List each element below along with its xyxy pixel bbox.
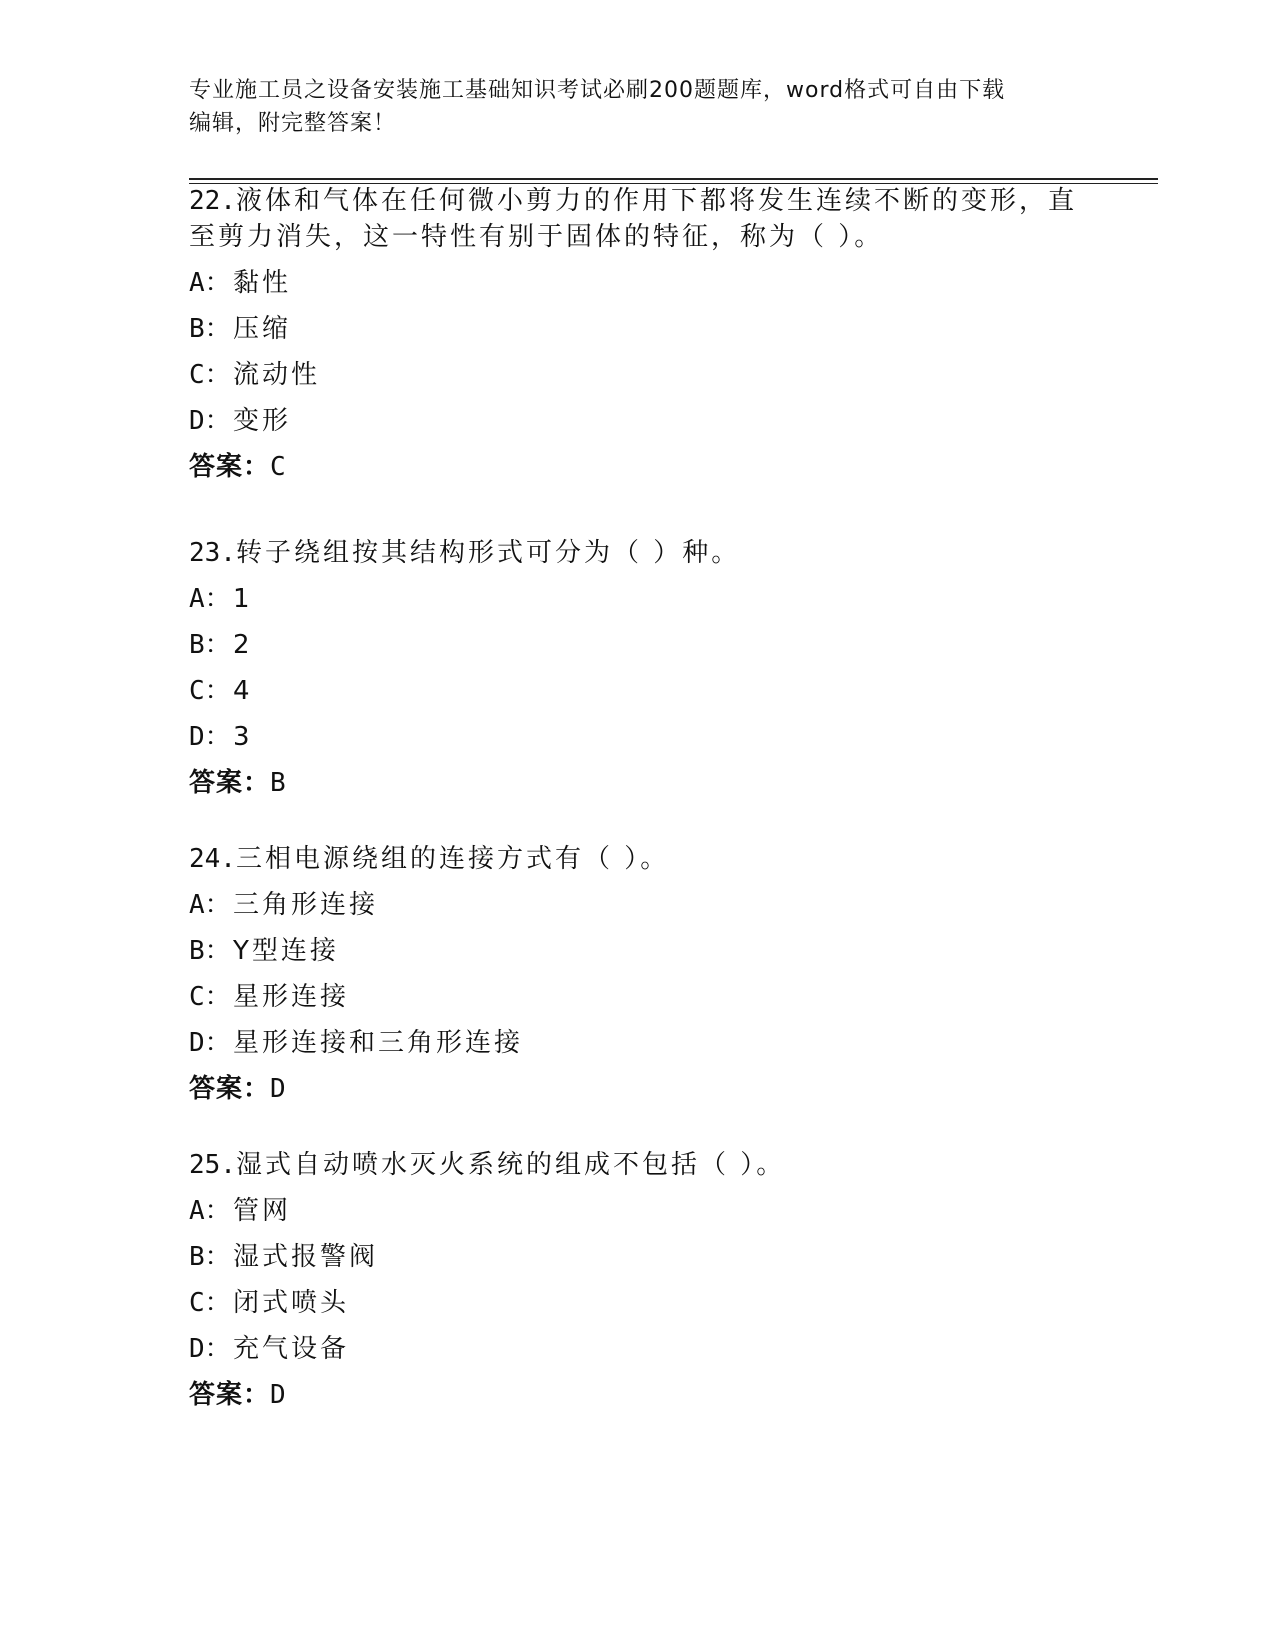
answer-value: B [270, 768, 287, 798]
option-text: 三角形连接 [233, 890, 379, 920]
answer-value: D [270, 1380, 287, 1410]
option-key: D： [189, 722, 231, 752]
answer [189, 765, 1089, 801]
option-text: 湿式报警阀 [233, 1242, 379, 1272]
option-a [189, 265, 1089, 301]
answer [189, 1071, 1089, 1107]
question-number: 23. [189, 538, 236, 568]
option-a [189, 887, 1089, 923]
question-stem-line-1 [189, 183, 1089, 219]
question-stem-line-1 [189, 1147, 1089, 1183]
option-text: Y型连接 [233, 936, 339, 966]
option-text: 闭式喷头 [233, 1288, 350, 1318]
option-key: A： [189, 584, 231, 614]
question-text-line-2: 至剪力消失，这一特性有别于固体的特征，称为（ ）。 [189, 222, 884, 252]
option-key: C： [189, 1288, 231, 1318]
question-number: 22. [189, 186, 236, 216]
option-text: 1 [233, 584, 253, 614]
option-a [189, 581, 1089, 617]
header-title-line-1: 专业施工员之设备安装施工基础知识考试必刷200题题库，word格式可自由下载 [189, 78, 1006, 103]
option-text: 充气设备 [233, 1334, 350, 1364]
option-text: 4 [233, 676, 253, 706]
option-key: B： [189, 936, 231, 966]
option-c [189, 357, 1089, 393]
answer-label: 答案： [189, 768, 271, 798]
question-text-line-1: 三相电源绕组的连接方式有（ ）。 [235, 844, 670, 874]
question-stem [189, 535, 1089, 571]
question-text-line-1: 转子绕组按其结构形式可分为（ ）种。 [235, 538, 741, 568]
answer-value: C [270, 452, 287, 482]
option-text: 星形连接和三角形连接 [233, 1028, 524, 1058]
option-key: B： [189, 314, 231, 344]
option-text: 管网 [233, 1196, 292, 1226]
option-text: 黏性 [233, 268, 292, 298]
option-b [189, 1239, 1089, 1275]
option-key: C： [189, 982, 231, 1012]
option-c [189, 673, 1089, 709]
option-b [189, 311, 1089, 347]
answer-label: 答案： [189, 1380, 271, 1410]
question-stem-line-1 [189, 535, 1089, 571]
question-22 [189, 183, 1089, 485]
option-key: A： [189, 890, 231, 920]
question-number: 25. [189, 1150, 236, 1180]
option-b [189, 627, 1089, 663]
answer [189, 449, 1089, 485]
question-stem-line-1 [189, 841, 1089, 877]
option-key: B： [189, 630, 231, 660]
option-d [189, 403, 1089, 439]
option-text: 流动性 [233, 360, 321, 390]
header-title-line-2: 编辑，附完整答案！ [189, 111, 397, 136]
question-23 [189, 535, 1089, 801]
option-key: D： [189, 1334, 231, 1364]
question-text-line-1: 液体和气体在任何微小剪力的作用下都将发生连续不断的变形，直 [235, 186, 1077, 216]
option-d [189, 719, 1089, 755]
option-key: A： [189, 268, 231, 298]
option-d [189, 1331, 1089, 1367]
option-text: 星形连接 [233, 982, 350, 1012]
answer-label: 答案： [189, 1074, 271, 1104]
question-stem [189, 183, 1089, 255]
question-stem [189, 841, 1089, 877]
option-b [189, 933, 1089, 969]
answer [189, 1377, 1089, 1413]
question-number: 24. [189, 844, 236, 874]
option-text: 变形 [233, 406, 292, 436]
answer-label: 答案： [189, 452, 271, 482]
answer-value: D [270, 1074, 287, 1104]
option-key: D： [189, 1028, 231, 1058]
question-stem [189, 1147, 1089, 1183]
option-key: A： [189, 1196, 231, 1226]
header-divider-thick [189, 178, 1158, 180]
option-c [189, 979, 1089, 1015]
option-c [189, 1285, 1089, 1321]
document-header [189, 74, 1089, 140]
question-25 [189, 1147, 1089, 1413]
option-text: 压缩 [233, 314, 292, 344]
option-a [189, 1193, 1089, 1229]
option-key: C： [189, 360, 231, 390]
option-key: C： [189, 676, 231, 706]
option-d [189, 1025, 1089, 1061]
question-text-line-1: 湿式自动喷水灭火系统的组成不包括（ ）。 [235, 1150, 786, 1180]
option-key: D： [189, 406, 231, 436]
option-text: 2 [233, 630, 253, 660]
option-text: 3 [233, 722, 253, 752]
question-24 [189, 841, 1089, 1107]
option-key: B： [189, 1242, 231, 1272]
